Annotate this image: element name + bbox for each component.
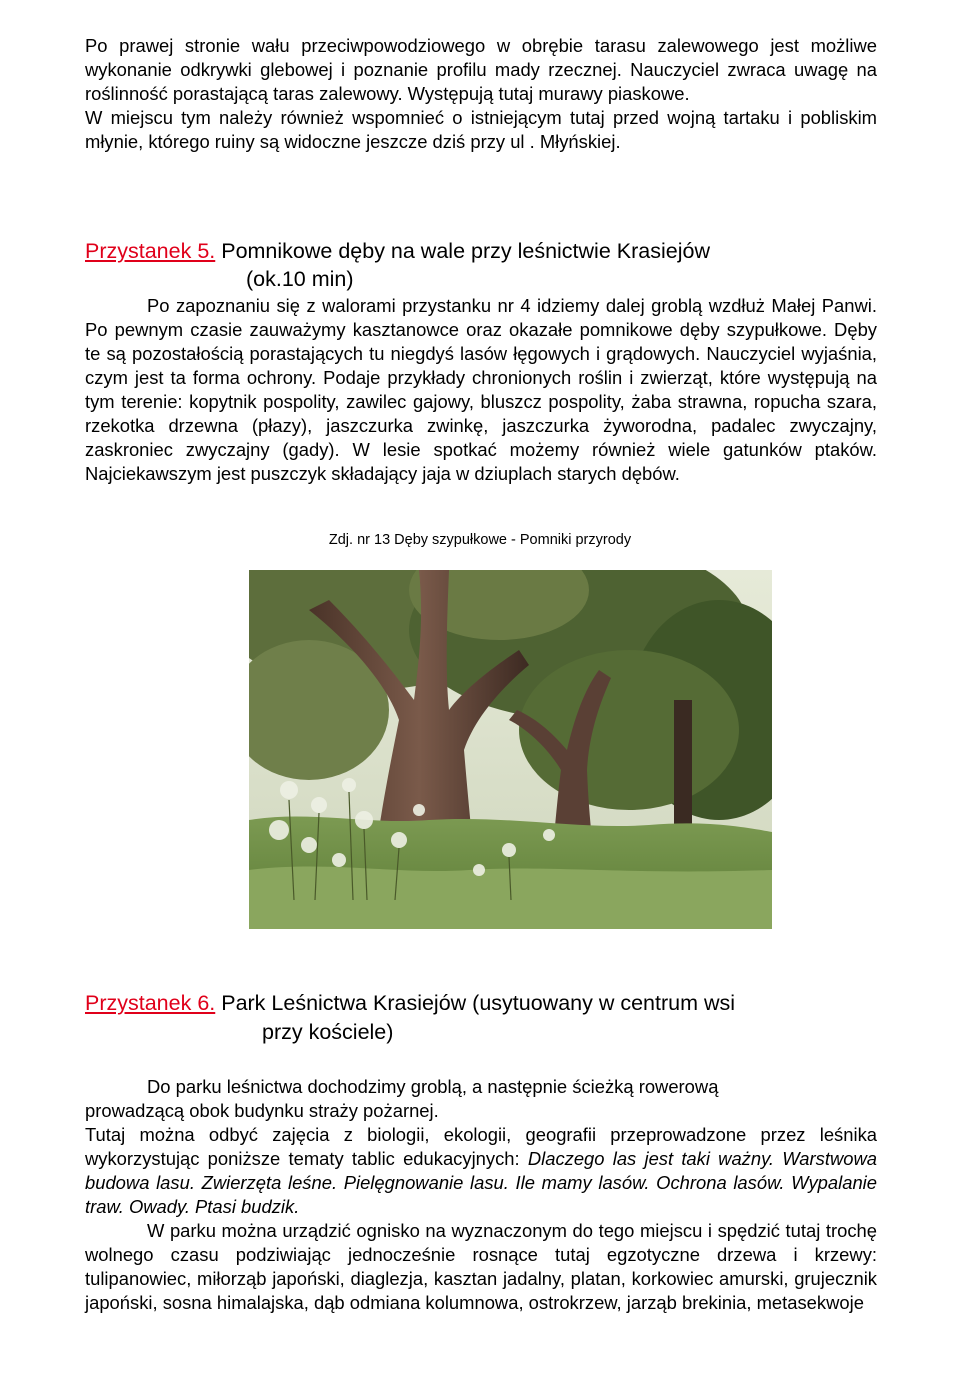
photo-caption: Zdj. nr 13 Dęby szypułkowe - Pomniki przyrody [328, 532, 632, 548]
stop6-heading [85, 989, 735, 1017]
intro-paragraph-1: Po prawej stronie wału przeciwpowodziowego w obrębie tarasu zalewowego jest możliwe wykonanie odkrywki glebowej i poznanie profilu mady rzecznej. Nauczyciel zwraca uwagę na roślinność porastającą taras zalewowy. Występują tutaj murawy piaskowe. [85, 35, 877, 104]
stop6-section [85, 1075, 877, 1315]
stop6-label: Przystanek 6. [85, 991, 216, 1015]
stop5-duration: (ok.10 min) [246, 267, 354, 291]
stop6-title-line2: przy kościele) [262, 1020, 394, 1044]
stop6-title: Park Leśnictwa Krasiejów (usytuowany w centrum wsi [215, 991, 736, 1015]
stop6-board-topics: Dlaczego las jest taki ważny. Warstwowa budowa lasu. Zwierzęta leśne. Pielęgnowanie lasu. Ile mamy lasów. Ochrona lasów. Wypalanie traw. Owady. Ptasi budzik. [85, 1148, 877, 1217]
intro-section [85, 34, 877, 154]
stop6-paragraph-1-line1: Do parku leśnictwa dochodzimy groblą, a następnie ścieżką rowerową [147, 1076, 719, 1097]
stop5-title: Pomnikowe dęby na wale przy leśnictwie Krasiejów [215, 239, 710, 263]
stop6-paragraph-1-line2: prowadzącą obok budynku straży pożarnej. [85, 1100, 439, 1121]
stop6-paragraph-2 [85, 1123, 877, 1219]
intro-paragraph-2: W miejscu tym należy również wspomnieć o istniejącym tutaj przed wojną tartaku i pobliskim młynie, którego ruiny są widoczne jeszcze dziś przy ul . Młyńskiej. [85, 107, 877, 152]
stop5-section [85, 294, 877, 486]
stop5-paragraph: Po zapoznaniu się z walorami przystanku nr 4 idziemy dalej groblą wzdłuż Małej Panwi. Po pewnym czasie zauważymy kasztanowce oraz okazałe pomnikowe dęby szypułkowe. Dęby te są pozostałością porastających tu niegdyś lasów łęgowych i grądowych. Nauczyciel wyjaśnia, czym jest ta forma ochrony. Podaje przykłady chronionych roślin i zwierząt, które występują na tym terenie: kopytnik pospolity, zawilec gajowy, bluszcz pospolity, żaba strawna, ropucha szara, rzekotka drzewna (płazy), jaszczurka zwinkę, jaszczurka żyworodna, padalec zwyczajny, zaskroniec zwyczajny (gady). W lesie spotkać możemy również wiele gatunków ptaków. Najciekawszym jest puszczyk składający jaja w dziuplach starych dębów. [85, 295, 877, 484]
stop5-label: Przystanek 5. [85, 239, 216, 263]
oak-trees-photo [249, 570, 772, 929]
stop6-paragraph-3: W parku można urządzić ognisko na wyznaczonym do tego miejscu i spędzić tutaj trochę wolnego czasu podziwiając jednocześnie rosnące tutaj egzotyczne drzewa i krzewy: tulipanowiec, miłorząb japoński, diaglezja, kasztan jadalny, platan, korkowiec amurski, grujecznik japoński, sosna himalajska, dąb odmiana kolumnowa, ostrokrzew, jarząb brekinia, metasekwoje [85, 1220, 877, 1313]
stop5-heading [85, 237, 710, 265]
stop6-paragraph-2-text: Tutaj można odbyć zajęcia z biologii, ekologii, geografii przeprowadzone przez leśnika wykorzystując poniższe tematy tablic edukacyjnych: [85, 1124, 877, 1169]
